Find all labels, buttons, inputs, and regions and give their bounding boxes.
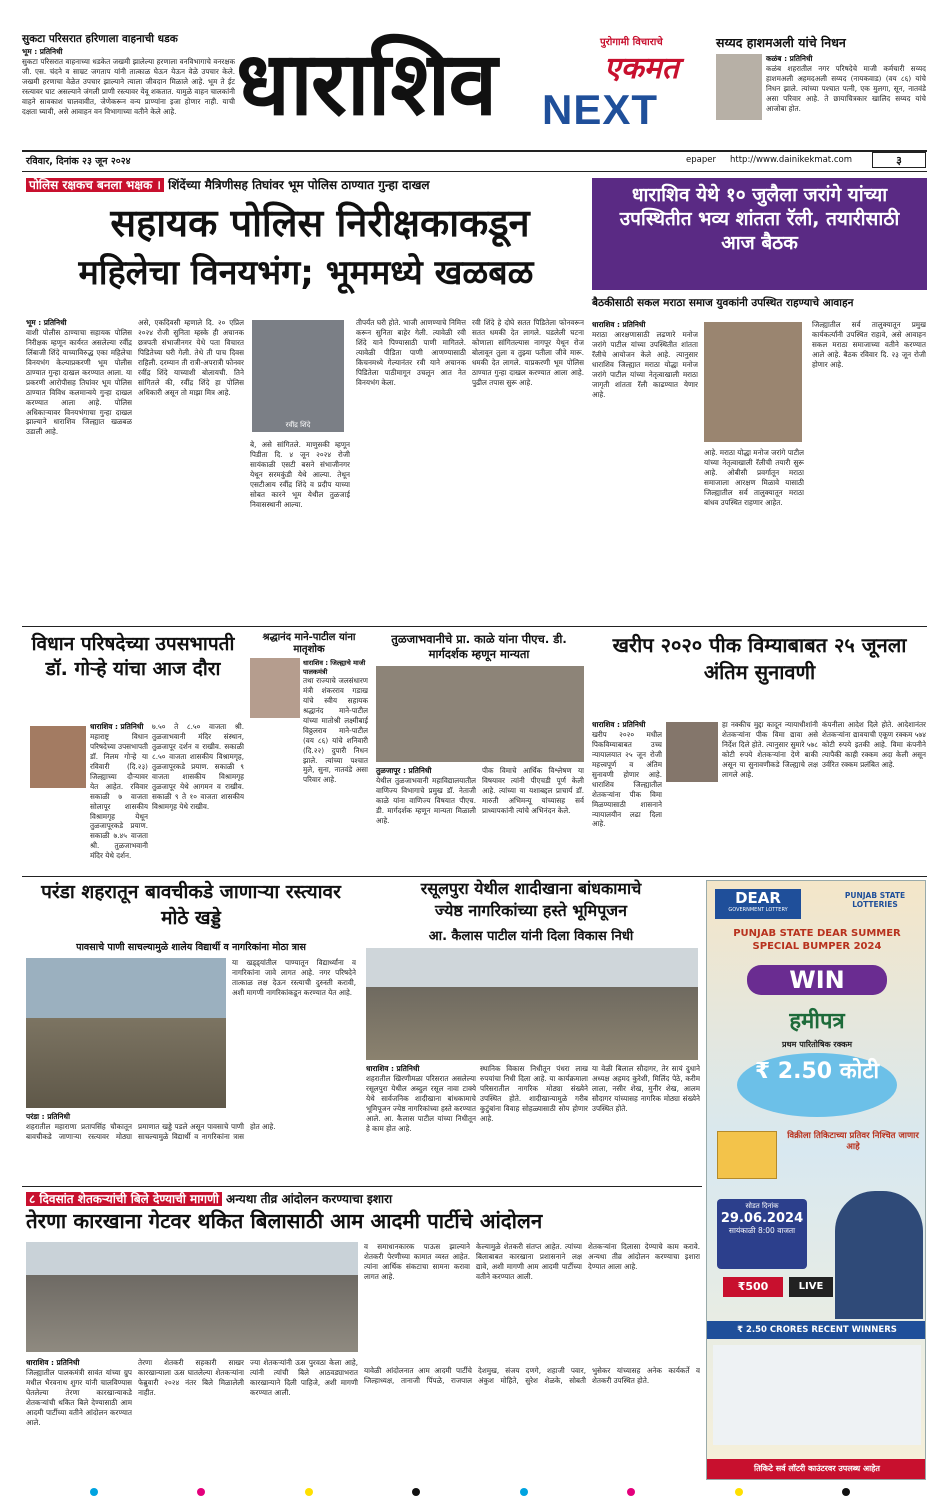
jarange-headline: धाराशिव येथे १० जुलैला जरांगे यांच्या उपस्थितीत भव्य शांतता रॅली, तयारीसाठी आज बैठक	[619, 184, 900, 254]
terna-kicker-red: ८ दिवसांत शेतकऱ्यांची बिले देण्याची मागणी	[26, 1192, 222, 1206]
kharif-photo	[666, 722, 718, 782]
ad-footer: ₹ 2.50 CRORES RECENT WINNERS	[707, 1321, 926, 1339]
ekmat-tagline: पुरोगामी विचाराचे	[600, 37, 663, 48]
jarange-photo	[704, 322, 802, 442]
paranda-byline: परंडा : प्रतिनिधी	[26, 1112, 70, 1121]
brief-byline: भूम : प्रतिनिधी	[22, 47, 63, 57]
section-rule-3	[22, 1186, 702, 1187]
rasulpura-text-2: स्थानिक विकास निधीतून पंधरा लाख रुपयांचा निधी दिला आहे. या कार्यक्रमाला परिसरातील नागरिक मोठ्या संख्येने उपस्थित होते. शादीखान्यामुळे गरीब कुटुंबांना विवाह सोहळ्यासाठी सोय होणार आहे.	[480, 1064, 588, 1123]
ad-ticket	[717, 1131, 777, 1179]
mane-headline: श्रद्धानंद माने-पाटील यांना मातृशोक	[262, 632, 356, 655]
ad-slogan: विक्रीला तिकिटाच्या प्रतिवर निश्चित जाणार आहे	[787, 1131, 919, 1153]
top-right-brief	[716, 36, 926, 142]
paranda-photo	[26, 958, 226, 1108]
ad-brand: DEAR	[735, 889, 781, 907]
lottery-ad[interactable]	[706, 880, 926, 1480]
ad-winners	[713, 1345, 921, 1445]
ad-brand-sub: GOVERNMENT LOTTERY	[728, 907, 788, 913]
ad-title: PUNJAB STATE DEAR SUMMER SPECIAL BUMPER 2024	[733, 928, 901, 952]
gorhe-col-1	[90, 722, 148, 870]
terna-text-2: तेरणा शेतकरी सहकारी साखर कारखान्याला ऊस घातलेल्या शेतकऱ्यांना फेब्रुवारी २०२४ नंतर बिले मिळालेली नाहीत.	[138, 1358, 244, 1397]
gorhe-headline: विधान परिषदेच्या उपसभापती डॉ. गोऱ्हे यांचा आज दौरा	[31, 633, 235, 680]
jarange-text-1: मराठा आरक्षणासाठी लढणारे मनोज जरांगे पाटील यांच्या उपस्थितीत शांतता रॅलीचे आयोजन केले आहे. त्यानुसार धाराशिव जिल्ह्यात मराठा योद्धा मनोज जरांगे पाटील यांच्या नेतृत्वाखाली मराठा जागृती शांतता रॅली काढण्यात येणार आहे.	[592, 330, 698, 399]
paranda-text-2: या खड्ड्यांतील पाण्यातून विद्यार्थ्यांना व नागरिकांना जावे लागत आहे. नगर परिषदेने तात्काळ लक्ष देऊन रस्त्याची दुरुस्ती करावी, अशी मागणी नागरिकांकडून करण्यात येत आहे.	[232, 958, 356, 997]
ad-price: ₹500	[723, 1277, 783, 1297]
rasulpura-subhead: आ. कैलास पाटील यांनी दिला विकास निधी	[428, 929, 634, 944]
ad-state: PUNJAB STATE LOTTERIES	[844, 891, 906, 909]
ad-draw-box	[717, 1199, 807, 1269]
lead-text-3: बे, असे सांगितले. माणुसकी म्हणून पिडीता दि. ४ जून २०२४ रोजी सायंकाळी एसटी बसने संभाजीनगर येथून सरमकुंडी येथे आल्या. तेथून एसटीआय रवींद्र शिंदे व प्रदीप याच्या सोबत कारने भूम येथील तुळजाई निवासस्थानी आल्या.	[250, 440, 350, 509]
rasulpura-byline: धाराशिव : प्रतिनिधी	[366, 1064, 420, 1073]
section-rule-1	[22, 626, 927, 627]
rasulpura-headline-1: रसूलपुरा येथील शादीखाना बांधकामाचे	[420, 879, 642, 898]
section-rule-2	[22, 876, 927, 877]
lead-text-2: असे, एकदिवसी म्हणाले दि. २० एप्रिल २०२४ रोजी सुनिता म्हस्के ही अचानक छत्रपती संभाजीनगर येथे पता विचारत पिडितेच्या घरी गेली. तेथे ती पाच दिवस राहिली. दरम्यान ती रात्री-अपरात्री फोनवर रवींद्र शिंदे याच्याशी बोलायची. तिने सांगितले की, रवींद्र शिंदे हा पोलिस अधिकारी असून तो माझा मित्र आहे.	[138, 318, 244, 397]
paranda-subhead: पावसाचे पाणी साचल्यामुळे शालेय विद्यार्थी व नागरिकांना मोठा त्रास	[76, 942, 306, 953]
kale-byline: तुळजापूर : प्रतिनिधी	[376, 766, 432, 775]
rasulpura-text-1: शहरातील खिरणीमळा परिसरात असलेल्या रसूलपुरा येथील अब्दुल रसूल नावा टाक्ये येथे सार्वजनिक शादीखाना बांधकामाचे भूमिपूजन ज्येष्ठ नागरिकांच्या हस्ते करण्यात आले. आ. कैलास पाटील यांच्या निधीतून हे काम होत आहे.	[366, 1074, 476, 1133]
terna-text-6: शेतकऱ्यांना दिलासा देण्याचे काम करावे. अन्यथा तीव्र आंदोलन करण्याचा इशारा देण्यात आला आहे.	[588, 1242, 700, 1271]
lead-col-1	[26, 318, 132, 618]
kale-col-1	[376, 766, 476, 870]
lead-text-5: रवी शिंदे हे दोघे सतत पिडितेला फोनवरून सतत धमकी देत लागले. घडलेली घटना कोणाला सांगितल्यास नागपूर येथून रोज बोलावून तुला व तुझ्या पतीला जीवे मारू. धमकी देत लागले. याप्रकरणी भूम पोलिस ठाण्यात गुन्हा दाखल करण्यात आला आहे. पुढील तपास सुरू आहे.	[472, 318, 584, 387]
ad-draw-time: सायंकाळी 8:00 वाजता	[728, 1226, 796, 1235]
obit-headline: सय्यद हाशमअली यांचे निधन	[716, 35, 846, 50]
jarange-subhead: बैठकीसाठी सकल मराठा समाज युवकांनी उपस्थित राहण्याचे आवाहन	[592, 297, 854, 309]
mane-text: तथा राज्याचे जलसंधारण मंत्री शंकरराव गडाख यांचे स्वीय सहायक श्रद्धानंद माने-पाटील यांच्या मातोश्री लक्ष्मीबाई विठ्ठलराव माने-पाटील (वय ८६) यांचे शनिवारी (दि.२२) दुपारी निधन झाले. त्यांच्या पश्चात मुले, सुना, नातवंडे असा परिवार आहे.	[303, 676, 368, 785]
ad-prize-label: प्रथम पारितोषिक रक्कम	[781, 1040, 852, 1049]
top-left-brief	[22, 33, 235, 143]
kale-text-1: येथील तुळजाभवानी महाविद्यालयातील वाणिज्य विभागाचे प्रमुख डॉ. नेताजी काळे यांना वाणिज्य विषयात पीएच. डी. मार्गदर्शक म्हणून मान्यता मिळाली आहे.	[376, 776, 476, 825]
paranda-headline: परंडा शहरातून बावचीकडे जाणाऱ्या रस्त्यावर मोठे खड्डे	[41, 881, 341, 929]
kale-photo	[376, 666, 584, 762]
lead-headline-1: सहायक पोलिस निरीक्षकाकडून	[110, 201, 530, 245]
ad-bottom: तिकिटे सर्व लॉटरी काउंटरवर उपलब्ध आहेत	[707, 1459, 926, 1479]
jarange-text-2: आहे. मराठा योद्धा मनोज जरांगे पाटील यांच्या नेतृत्वाखाली रॅलीची तयारी सुरू आहे. ओबीसी प्रवर्गातून मराठा समाजाला आरक्षण मिळावे यासाठी जिल्ह्यातील सर्व तालुक्यातून मराठा बांधव उपस्थित राहणार आहेत.	[704, 448, 804, 507]
terna-byline: धाराशिव : प्रतिनिधी	[26, 1358, 80, 1367]
lead-photo-caption: रवींद्र शिंदे	[285, 421, 311, 429]
ad-hamipatra: हमीपत्र	[789, 1009, 845, 1034]
terna-text-3: ज्या शेतकऱ्यांनी ऊस पुरवठा केला आहे, त्यांनी त्यांची बिले आठवड्याभरात कारखान्याने दिली पाहिजे, अशी मागणी करण्यात आली.	[250, 1358, 358, 1397]
terna-kicker	[26, 1190, 702, 1207]
lead-kicker-red: पोलिस रक्षकच बनला भक्षक ।	[26, 178, 164, 192]
masthead-title: धाराशिव	[236, 32, 496, 135]
ad-win: WIN	[747, 965, 887, 995]
brief-body: सुकटा परिसरात वाहनाच्या धडकेत जखमी झालेल्या हरणाला वनविभागाचे वनरक्षक जी. एस. चंदने व साम्रट जगताप यांनी तात्काळ घेऊन येऊन वेळे उपचार केले. जखमी हरणाचा वेळेत उपचार झाल्याने त्याला जीवदान मिळाले आहे. भूम ते ईट रस्त्यावर घाट असल्याने जंगली प्राणी रस्त्यावर येवू शकतात. यामुळे वाहन चालकांनी वाहने सावकाश चालवावीत, जेणेकरून वन्य प्राण्यांना इजा होणार नाही. याची दक्षता घ्यावी, असे आवाहन वन विभागाच्या वतीने केले आहे.	[22, 57, 235, 116]
kharif-headline: खरीप २०२० पीक विम्याबाबत २५ जूनला अंतिम सुनावणी	[612, 633, 907, 684]
terna-kicker-text: अन्यथा तीव्र आंदोलन करण्याचा इशारा	[226, 1192, 393, 1206]
lead-byline: भूम : प्रतिनिधी	[26, 318, 67, 327]
gorhe-text-2: ७.५० ते ८.५० वाजता श्री. तुळजाभवानी मंदिर संस्थान, तुळजापूर दर्शन व राखीव. सकाळी ८.५० वाजता शासकीय विश्रामगृह, तुळजापूरकडे प्रयाण. सकाळी ९ वाजता शासकीय विश्रामगृह तुळजापूर येथे आगमन व राखीव. सकाळी ९ ते १० वाजता शासकीय विश्रामगृह येथे राखीव.	[152, 722, 244, 811]
rasulpura-col-1	[366, 1064, 476, 1182]
jarange-byline: धाराशिव : प्रतिनिधी	[592, 320, 646, 329]
rasulpura-photo	[366, 948, 698, 1060]
terna-text-5: केल्यामुळे शेतकरी संतप्त आहेत. त्यांच्या बिलाबाबत कारखाना प्रशासनाने लक्ष द्यावे, अशी मागणी आम आदमी पार्टीच्या वतीने करण्यात आली.	[476, 1242, 582, 1281]
ad-draw-date: 29.06.2024	[720, 1211, 804, 1226]
masthead-rule	[22, 150, 927, 152]
gorhe-text-1: महाराष्ट्र विधान परिषदेच्या उपसभापती डॉ. निलम गोऱ्हे या रविवारी (दि.२३) जिल्ह्याच्या दौऱ्यावर येत आहेत. रविवार सकाळी ७ वाजता सोलापूर शासकीय विश्रामगृह येथून तुळजापूरकडे प्रयाण. सकाळी ७.४५ वाजता श्री. तुळजाभवानी मंदिर येथे दर्शन.	[90, 732, 148, 861]
kharif-text-2: हा नक्कीच मुद्दा कादून न्यायाधीशांनी शेतकऱ्यांना पीक विमा द्यावा असे निर्देश दिले होते. त्यानुसार सुमारे ५७८ कोटी रुपये शेतकऱ्यांना देणे बाकी असून या सुनावणीकडे जिल्ह्याचे लक्ष लागले आहे.	[722, 720, 818, 779]
lead-kicker	[26, 176, 586, 193]
kale-headline: तुळजाभवानीचे प्रा. काळे यांना पीएच. डी. मार्गदर्शक म्हणून मान्यता	[391, 632, 567, 661]
terna-photo	[26, 1242, 358, 1352]
rasulpura-text-3: या वेळी बिलाल सौदागर, तेर सायं दुधाने अध्यक्ष अहमद कुरेशी, मिलिंद पेठे, करीम लाला, नसीर शेख, मुनीर शेख, आलम सौदागर यांच्यासह नागरिक मोठ्या संख्येने उपस्थित होते.	[592, 1064, 700, 1113]
jarange-banner	[592, 178, 927, 290]
terna-text-1: जिल्ह्यातील पालकमंत्री सावंत यांच्या ग्रुप मधील भैरवनाथ शुगर यांनी चालविण्यास घेतलेल्या तेरणा कारखान्याकडे शेतकऱ्यांची थकित बिले देण्यासाठी आम आदमी पार्टीच्या वतीने आंदोलन करण्यात आले.	[26, 1368, 132, 1427]
ad-presenter	[835, 1191, 923, 1319]
website-link[interactable]: http://www.dainikekmat.com	[730, 155, 852, 165]
ad-draw-label: सोडत दिनांक	[745, 1202, 779, 1210]
kharif-byline: धाराशिव : प्रतिनिधी	[592, 720, 646, 729]
ad-dear-logo	[715, 889, 801, 919]
kharif-text-1: खरीप २०२० मधील पिकविम्याबाबत उच्च न्यायालयात २५ जून रोजी महत्त्वपूर्ण व अंतिम सुनावणी होणार आहे. धाराशिव जिल्ह्यातील शेतकऱ्यांना पीक विमा मिळण्यासाठी शासनाने न्यायालयीन लढा दिला आहे.	[592, 730, 662, 829]
paranda-col-1	[26, 1112, 356, 1182]
obit-byline: कळंब : प्रतिनिधी	[766, 54, 813, 64]
kale-text-2: पीक विमाचे आर्थिक विश्लेषण या विषयावर त्यांनी पीएचडी पूर्ण केली आहे. त्यांच्या या यशाबद्दल प्राचार्य डॉ. मारुती अभिमन्यू यांच्यासह सर्व प्राध्यापकांनी त्यांचे अभिनंदन केले.	[482, 766, 584, 815]
paranda-text-1: शहरातील महाराणा प्रतापसिंह चौकातून बावचीकडे जाणाऱ्या रस्त्यावर मोठ्या प्रमाणात खड्डे पडले असून पावसाचे पाणी साचल्यामुळे विद्यार्थी व नागरिकांना त्रास होत आहे.	[26, 1122, 276, 1141]
lead-photo	[252, 320, 344, 432]
mane-photo	[250, 658, 300, 718]
brief-headline: सुकटा परिसरात हरिणाला वाहनाची धडक	[22, 33, 178, 45]
ad-prize: ₹ 2.50 कोटी	[737, 1053, 897, 1117]
dateline: रविवार, दिनांक २३ जून २०२४	[26, 156, 131, 167]
terna-headline: तेरणा कारखाना गेटवर थकित बिलासाठी आम आदमी पार्टीचे आंदोलन	[26, 1209, 543, 1233]
jarange-text-3: जिल्ह्यातील सर्व तालुक्यातून प्रमुख कार्यकर्त्यांनी उपस्थित राहावे, असे आवाहन सकल मराठा समाजाच्या वतीने करण्यात आले आहे. बैठक रविवार दि. २३ जून रोजी होणार आहे.	[812, 320, 926, 369]
terna-text-4: व समाधानकारक पाऊस झाल्याने शेतकरी पेरणीच्या कामात व्यस्त आहेत. त्यांना आर्थिक संकटाचा सामना करावा लागत आहे.	[364, 1242, 470, 1281]
gorhe-photo	[30, 726, 86, 788]
dateline-rule	[22, 171, 927, 172]
jarange-col-1	[592, 320, 698, 620]
mane-byline: धाराशिव : जिल्ह्याचे माजी पालकमंत्री	[303, 659, 366, 676]
rasulpura-headline-2: ज्येष्ठ नागरिकांच्या हस्ते भूमिपूजन	[434, 901, 628, 920]
gorhe-byline: धाराशिव : प्रतिनिधी	[90, 722, 144, 731]
kharif-col-1	[592, 720, 662, 870]
lead-kicker-text: शिंदेंच्या मैत्रिणीसह तिघांवर भूम पोलिस ठाण्यात गुन्हा दाखल	[168, 178, 430, 192]
obit-photo	[716, 54, 762, 120]
page-number: ३	[872, 152, 926, 168]
obit-body: कळंब शहरातील नगर परिषदेचे माजी कर्मचारी सय्यद हाशमअली अहमदअली सय्यद (नायकवाड) (वय ८६) यांचे निधन झाले. त्यांच्या पश्चात पत्नी, एक मुलगा, सून, नातवंडे असा परिवार आहे. ते छायाचित्रकार खालिद सय्यद यांचे आजोबा होत.	[766, 64, 926, 114]
epaper-label: epaper	[686, 155, 716, 165]
terna-text-7: यावेळी आंदोलनात आम आदमी पार्टीचे जिल्हाध्यक्ष, तानाजी पिंपळे, राजपाल देशमुख, संजय दणगे, शहाजी पवार, अंकुश मोहिते, सुरेश शेळके, सोबती भुसेकर यांच्यासह अनेक कार्यकर्ते व शेतकरी उपस्थित होते.	[364, 1366, 700, 1385]
ad-live: LIVE	[789, 1277, 833, 1297]
registration-marks	[90, 1488, 850, 1496]
ekmat-brand: एकमत	[604, 51, 679, 86]
next-logo: NEXT	[542, 86, 659, 133]
mane-box	[250, 632, 368, 872]
lead-text-1: वाशी पोलीस ठाण्याचा सहायक पोलिस निरीक्षक म्हणून कार्यरत असलेल्या रवींद्र लिंबाजी शिंदे याच्याविरुद्ध एका महिलेचा विनयभंग केल्याप्रकरणी भूम पोलीस ठाण्यात गुन्हा दाखल करण्यात आला. या प्रकरणी आरोपीसह तिघांवर भूम पोलिस ठाण्यात विविध कलमान्वये गुन्हा दाखल करण्यात आला आहे. पोलिस अधिकाऱ्यावर विनयभंगाचा गुन्हा दाखल झाल्याने धाराशिव जिल्ह्यात खळबळ उडाली आहे.	[26, 328, 132, 437]
terna-col-1	[26, 1358, 132, 1480]
kharif-text-3: कंपनीला आदेश दिले होते. आदेशानंतर शेतकऱ्यांना द्यावयाची एकूण रक्कम ५७४ कोटी रुपये इतकी आहे. विमा कंपनीने त्यापैकी काही रक्कम अदा केली असून उर्वरित रक्कम प्रलंबित आहे.	[822, 720, 926, 769]
lead-text-4: तीपर्यंत घरी होते. भाजी आणण्याचे निमित्त करून सुनिता बाहेर गेली. त्यावेळी रवी शिंदे याने पिण्यासाठी पाणी मागितले. त्यावेळी पीडिता पाणी आणण्यासाठी किचनमध्ये गेल्यानंतर रवी याने अचानक पिडितेला पाठीमागून उचलून आत नेत विनयभंग केला.	[356, 318, 466, 387]
lead-headline-2: महिलेचा विनयभंग; भूममध्ये खळबळ	[78, 253, 534, 293]
